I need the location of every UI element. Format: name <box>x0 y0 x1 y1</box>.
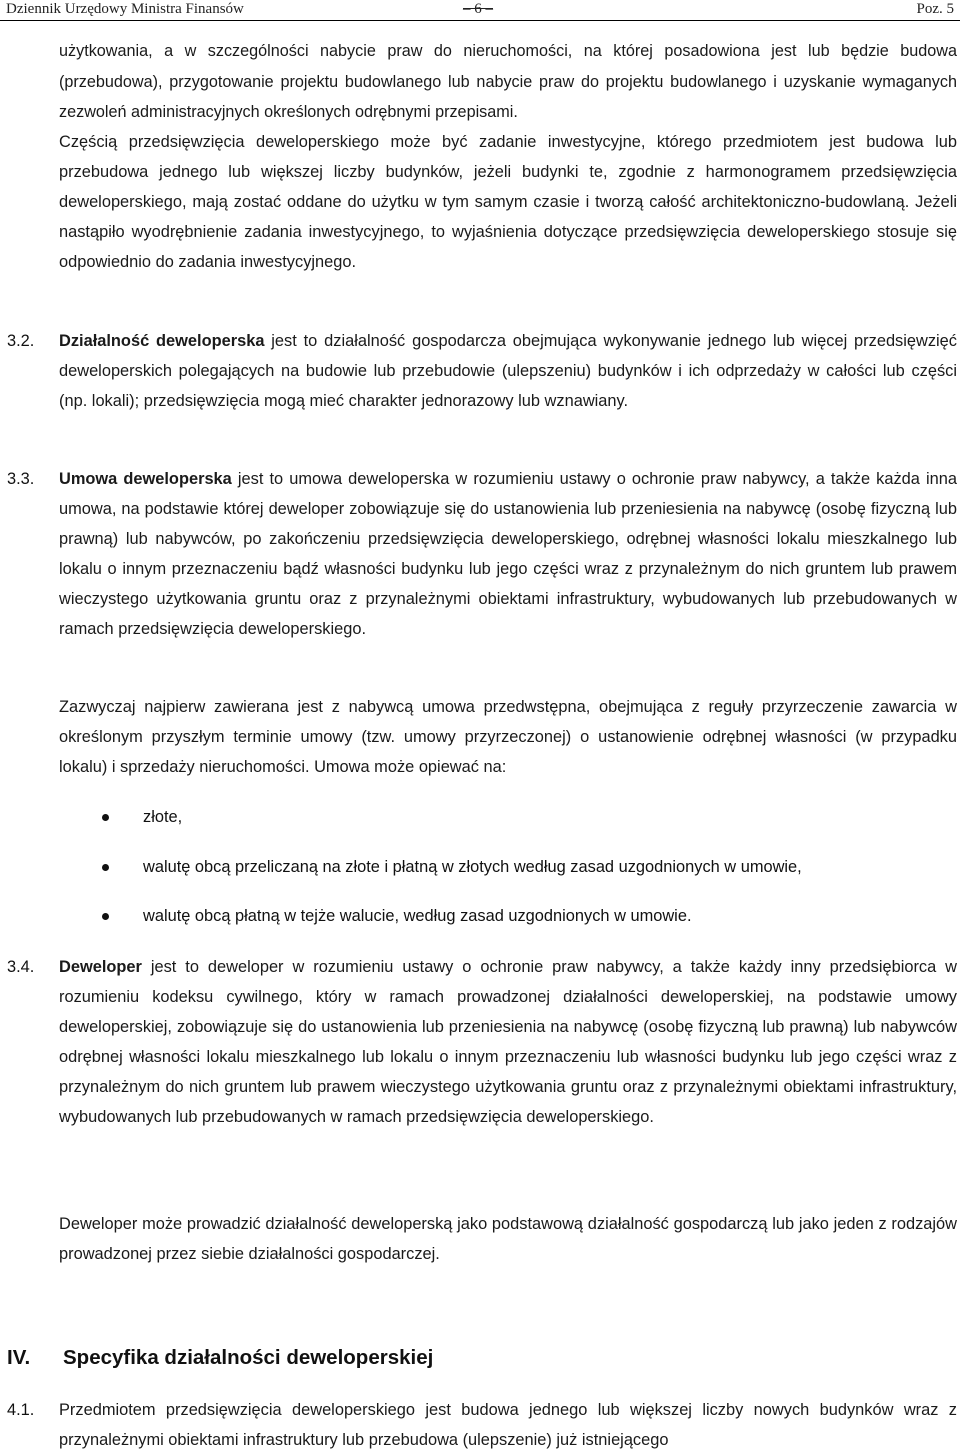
section-3-2-number: 3.2. <box>7 332 35 350</box>
section-iv-number: IV. <box>7 1346 31 1369</box>
list-item-text: złote, <box>143 808 183 826</box>
section-3-4-paragraph <box>59 952 957 1132</box>
section-iv-heading <box>7 1343 434 1373</box>
section-3-2-paragraph <box>59 326 957 416</box>
term-deweloper: Deweloper <box>59 958 142 976</box>
intro-paragraph-continued: użytkowania, a w szczególności nabycie praw do nieruchomości, na której posadowiona jest lub będzie budowa (przebudowa), przygotowanie projektu budowlanego lub nabycie praw do projektu budowlanego i uzyskanie wymaganych zezwoleń administracyjnych określonych odrębnymi przepisami. <box>59 42 957 121</box>
section-3-4-number: 3.4. <box>7 958 35 976</box>
section-3-3-text: jest to umowa deweloperska w rozumieniu ustawy o ochronie praw nabywcy, a także każda inna umowa, na podstawie której deweloper zobowiązuje się do ustanowienia lub przeniesienia na nabywcę (osobę fizyczną lub prawną) lub nabywców, po zakończeniu przedsięwzięcia deweloperskiego, odrębnej własności lokalu mieszkalnego lub lokalu o innym przeznaczeniu bądź własności budynku lub jego części wraz z przynależnym do nich gruntem lub prawem wieczystego użytkowania gruntu oraz z przynależnymi obiektami infrastruktury, wybudowanych lub przebudowanych w ramach przedsięwzięcia deweloperskiego. <box>59 470 957 638</box>
page-number: – 6 – <box>463 1 493 17</box>
section-3-4-text: jest to deweloper w rozumieniu ustawy o ochronie praw nabywcy, a także każdy inny przedsiębiorca w rozumieniu kodeksu cywilnego, który w ramach prowadzonej działalności deweloperskiej, na podstawie umowy deweloperskiej, zobowiązuje się do ustanowienia lub przeniesienia na nabywcę (osobę fizyczną lub prawną) lub nabywców odrębnej własności lokalu mieszkalnego lub lokalu o innym przeznaczeniu lub własności budynku lub jego części wraz z przynależnym do nich gruntem lub prawem wieczystego użytkowania gruntu oraz z przynależnymi obiektami infrastruktury, wybudowanych lub przebudowanych w ramach przedsięwzięcia deweloperskiego. <box>59 958 957 1126</box>
term-dzialalnosc-deweloperska: Działalność deweloperska <box>59 332 265 350</box>
section-4-1-number: 4.1. <box>7 1401 35 1419</box>
developer-activity-paragraph: Deweloper może prowadzić działalność deweloperską jako podstawową działalność gospodarczą lub jako jeden z rodzajów prowadzonej przez siebie działalności gospodarczej. <box>59 1215 957 1263</box>
bullet-icon <box>102 864 109 871</box>
section-3-2-text: jest to działalność gospodarcza obejmująca wykonywanie jednego lub więcej przedsięwzięć deweloperskich polegających na budowie lub przebudowie (ulepszeniu) budynków i ich odprzedaży w całości lub części (np. lokali); przedsięwzięcia mogą mieć charakter jednorazowy lub wznawiany. <box>59 332 957 410</box>
journal-title: Dziennik Urzędowy Ministra Finansów <box>6 1 244 17</box>
page-header <box>0 0 960 21</box>
preliminary-agreement-paragraph: Zazwyczaj najpierw zawierana jest z nabywcą umowa przedwstępna, obejmująca z reguły przyrzeczenie zawarcia w określonym przyszłym terminie umowy (tzw. umowy przyrzeczonej) o ustanowienie odrębnej własności (w przypadku lokalu) i sprzedaży nieruchomości. Umowa może opiewać na: <box>59 698 957 776</box>
section-3-3-number: 3.3. <box>7 470 35 488</box>
bullet-icon <box>102 814 109 821</box>
section-3-3-paragraph <box>59 464 957 644</box>
position-number: Poz. 5 <box>916 1 954 17</box>
section-iv-title: Specyfika działalności deweloperskiej <box>63 1346 434 1369</box>
list-item-text: walutę obcą przeliczaną na złote i płatną w złotych według zasad uzgodnionych w umowie, <box>143 858 802 876</box>
bullet-icon <box>102 913 109 920</box>
term-umowa-deweloperska: Umowa deweloperska <box>59 470 232 488</box>
investment-task-paragraph: Częścią przedsięwzięcia deweloperskiego może być zadanie inwestycyjne, którego przedmiotem jest budowa lub przebudowa jednego lub większej liczby budynków, jeżeli budynki te, zgodnie z harmonogramem przedsięwzięcia deweloperskiego, mają zostać oddane do użytku w tym samym czasie i tworzą całość architektoniczno-budowlaną. Jeżeli nastąpiło wyodrębnienie zadania inwestycyjnego, to wyjaśnienia dotyczące przedsięwzięcia deweloperskiego stosuje się odpowiednio do zadania inwestycyjnego. <box>59 133 957 271</box>
list-item-text: walutę obcą płatną w tejże walucie, według zasad uzgodnionych w umowie. <box>143 907 692 925</box>
section-4-1-paragraph: Przedmiotem przedsięwzięcia deweloperskiego jest budowa jednego lub większej liczby nowych budynków wraz z przynależnymi obiektami infrastruktury lub przebudowa (ulepszenie) już istniejącego <box>59 1401 957 1449</box>
